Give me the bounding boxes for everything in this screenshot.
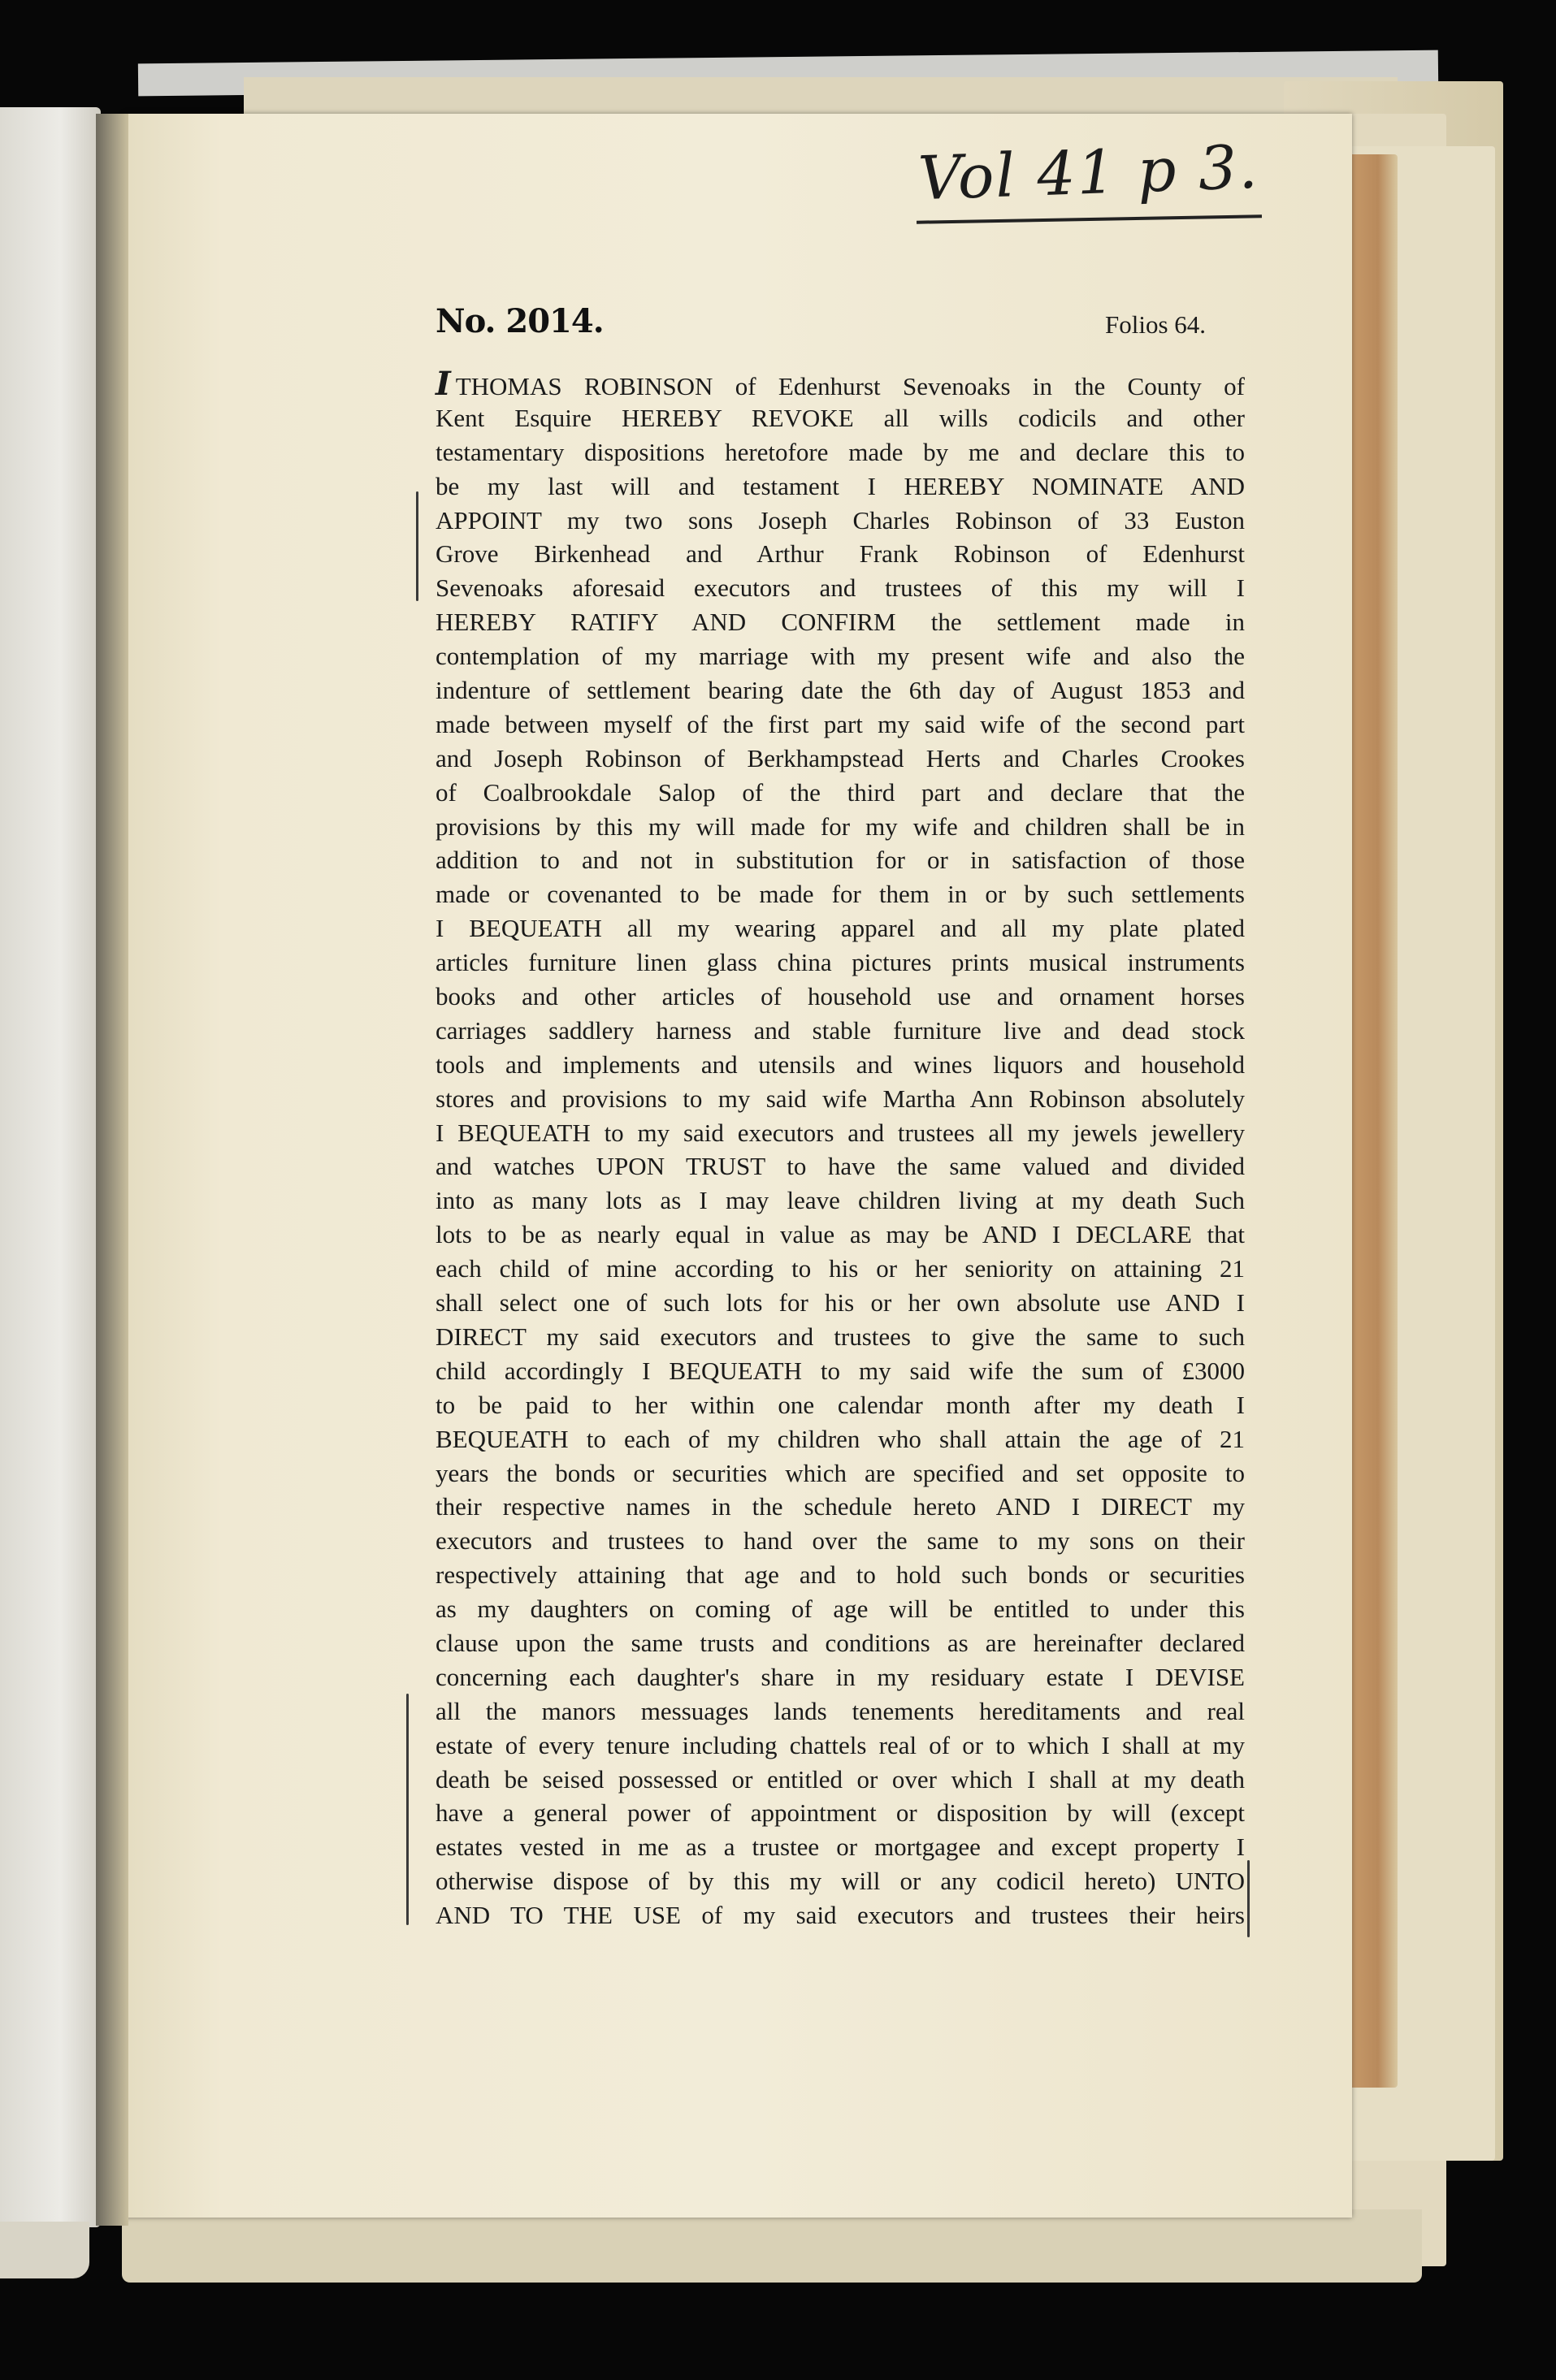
will-text bbox=[436, 367, 1245, 1932]
text-line-content: Sevenoaks aforesaid executors and trustees of this my will I bbox=[436, 573, 1245, 603]
text-line bbox=[436, 911, 1245, 946]
text-line-content: to be paid to her within one calendar month after my death I bbox=[436, 1390, 1245, 1419]
text-line bbox=[436, 605, 1245, 639]
text-line bbox=[436, 435, 1245, 470]
text-line-content: addition to and not in substitution for or in satisfaction of those bbox=[436, 846, 1245, 875]
text-line bbox=[436, 1184, 1245, 1218]
left-page-corner bbox=[0, 2222, 89, 2278]
text-line-content: years the bonds or securities which are specified and set opposite to bbox=[436, 1458, 1245, 1487]
text-line-content: tools and implements and utensils and wines liquors and household bbox=[436, 1049, 1245, 1079]
text-line bbox=[436, 1796, 1245, 1830]
text-line-content: made between myself of the first part my said wife of the second part bbox=[436, 709, 1245, 738]
text-line bbox=[436, 1116, 1245, 1150]
document-number: No. 2014. bbox=[436, 302, 604, 340]
text-line-content: concerning each daughter's share in my residuary estate I DEVISE bbox=[436, 1662, 1245, 1691]
text-line-content: provisions by this my will made for my wife and children shall be in bbox=[436, 811, 1245, 841]
folios-count: Folios 64. bbox=[1105, 310, 1207, 339]
text-line-content: estates vested in me as a trustee or mortgagee and except property I bbox=[436, 1833, 1245, 1862]
text-line-content: indenture of settlement bearing date the 6th day of August 1853 and bbox=[436, 676, 1245, 705]
text-line-content: articles furniture linen glass china pictures prints musical instruments bbox=[436, 948, 1245, 977]
text-line bbox=[436, 504, 1245, 538]
text-line bbox=[436, 708, 1245, 742]
text-line bbox=[436, 1218, 1245, 1252]
text-line-content: as my daughters on coming of age will be entitled to under this bbox=[436, 1595, 1245, 1624]
text-line-content: stores and provisions to my said wife Martha Ann Robinson absolutely bbox=[436, 1084, 1245, 1113]
text-line bbox=[436, 1660, 1245, 1694]
page-bottom-edge bbox=[122, 2209, 1422, 2283]
text-line bbox=[436, 1082, 1245, 1116]
text-line bbox=[436, 571, 1245, 605]
text-line bbox=[436, 1898, 1245, 1932]
text-line bbox=[436, 776, 1245, 810]
text-line bbox=[436, 1558, 1245, 1592]
text-line-content: executors and trustees to hand over the same to my sons on their bbox=[436, 1526, 1245, 1556]
text-line bbox=[436, 470, 1245, 504]
text-line-content: DIRECT my said executors and trustees to give the same to such bbox=[436, 1322, 1245, 1351]
text-line bbox=[436, 1252, 1245, 1286]
text-line bbox=[436, 742, 1245, 776]
text-line-content: of Coalbrookdale Salop of the third part and declare that the bbox=[436, 777, 1245, 807]
text-line-content: BEQUEATH to each of my children who shall attain the age of 21 bbox=[436, 1424, 1245, 1453]
text-line-content: into as many lots as I may leave children living at my death Such bbox=[436, 1186, 1245, 1215]
text-line-content: all the manors messuages lands tenements hereditaments and real bbox=[436, 1696, 1245, 1725]
text-line bbox=[436, 401, 1245, 435]
text-line-content: death be seised possessed or entitled or over which I shall at my death bbox=[436, 1764, 1245, 1794]
text-line bbox=[436, 1048, 1245, 1082]
text-line-content: testamentary dispositions heretofore made by me and declare this to bbox=[436, 437, 1245, 466]
text-line bbox=[436, 1830, 1245, 1864]
text-line-content: carriages saddlery harness and stable furniture live and dead stock bbox=[436, 1015, 1245, 1045]
text-line bbox=[436, 537, 1245, 571]
text-line-content: I BEQUEATH all my wearing apparel and all my plate plated bbox=[436, 914, 1245, 943]
page-stack-edge-stained bbox=[1349, 154, 1398, 2088]
text-line bbox=[436, 1456, 1245, 1491]
text-line-content: I BEQUEATH to my said executors and trustees all my jewels jewellery bbox=[436, 1118, 1245, 1147]
text-line-content: clause upon the same trusts and conditions as are hereinafter declared bbox=[436, 1628, 1245, 1657]
text-line-content: have a general power of appointment or disposition by will (except bbox=[436, 1798, 1245, 1828]
text-line-content: child accordingly I BEQUEATH to my said wife the sum of £3000 bbox=[436, 1356, 1245, 1385]
text-line bbox=[436, 1422, 1245, 1456]
text-line bbox=[436, 810, 1245, 844]
text-line bbox=[436, 946, 1245, 980]
text-line bbox=[436, 673, 1245, 708]
text-line bbox=[436, 980, 1245, 1014]
text-line-content: estate of every tenure including chattels real of or to which I shall at my bbox=[436, 1730, 1245, 1759]
handwritten-volume-reference: Vol 41 p 3. bbox=[917, 132, 1260, 214]
text-line-content: and Joseph Robinson of Berkhampstead Herts and Charles Crookes bbox=[436, 743, 1245, 772]
left-page bbox=[0, 107, 101, 2227]
text-line-content: each child of mine according to his or her seniority on attaining 21 bbox=[436, 1254, 1245, 1283]
text-line bbox=[436, 1490, 1245, 1524]
text-line-content: APPOINT my two sons Joseph Charles Robinson of 33 Euston bbox=[436, 505, 1245, 534]
text-line-content: their respective names in the schedule hereto AND I DIRECT my bbox=[436, 1492, 1245, 1521]
pencil-margin-mark bbox=[406, 1694, 409, 1925]
text-line bbox=[436, 639, 1245, 673]
book-gutter bbox=[96, 114, 128, 2226]
text-line-content: contemplation of my marriage with my present wife and also the bbox=[436, 642, 1245, 671]
text-line bbox=[436, 1626, 1245, 1660]
pencil-margin-mark bbox=[1247, 1860, 1250, 1937]
text-line bbox=[436, 1014, 1245, 1048]
text-line bbox=[436, 1149, 1245, 1184]
text-line bbox=[436, 1286, 1245, 1320]
text-line-content: AND TO THE USE of my said executors and trustees their heirs bbox=[436, 1901, 1245, 1930]
text-line-content: books and other articles of household use and ornament horses bbox=[436, 982, 1245, 1011]
text-line-content: lots to be as nearly equal in value as may be AND I DECLARE that bbox=[436, 1220, 1245, 1249]
text-line bbox=[436, 1763, 1245, 1797]
text-line-content: and watches UPON TRUST to have the same valued and divided bbox=[436, 1152, 1245, 1181]
text-line bbox=[436, 843, 1245, 877]
text-line bbox=[436, 1354, 1245, 1388]
text-line bbox=[436, 1729, 1245, 1763]
ornamental-initial: I bbox=[436, 365, 451, 403]
text-line bbox=[436, 877, 1245, 911]
text-line-content: THOMAS ROBINSON of Edenhurst Sevenoaks in the County of bbox=[455, 372, 1245, 400]
text-line bbox=[436, 1524, 1245, 1558]
text-line-content: shall select one of such lots for his or her own absolute use AND I bbox=[436, 1288, 1245, 1318]
text-line bbox=[436, 1388, 1245, 1422]
text-line-content: be my last will and testament I HEREBY NOMINATE AND bbox=[436, 471, 1245, 500]
paper-strip-top-inner bbox=[244, 77, 1398, 118]
text-line-content: Grove Birkenhead and Arthur Frank Robinson of Edenhurst bbox=[436, 539, 1245, 569]
text-line bbox=[436, 1864, 1245, 1898]
text-line-content: otherwise dispose of by this my will or any codicil hereto) UNTO bbox=[436, 1867, 1245, 1896]
text-line bbox=[436, 1592, 1245, 1626]
text-line bbox=[436, 1320, 1245, 1354]
text-line bbox=[436, 1694, 1245, 1729]
text-line-content: Kent Esquire HEREBY REVOKE all wills codicils and other bbox=[436, 403, 1245, 432]
text-line bbox=[436, 367, 1245, 401]
text-line-content: respectively attaining that age and to hold such bonds or securities bbox=[436, 1560, 1245, 1590]
text-line-content: HEREBY RATIFY AND CONFIRM the settlement made in bbox=[436, 608, 1245, 637]
pencil-margin-mark bbox=[416, 491, 418, 601]
text-line-content: made or covenanted to be made for them in or by such settlements bbox=[436, 880, 1245, 909]
